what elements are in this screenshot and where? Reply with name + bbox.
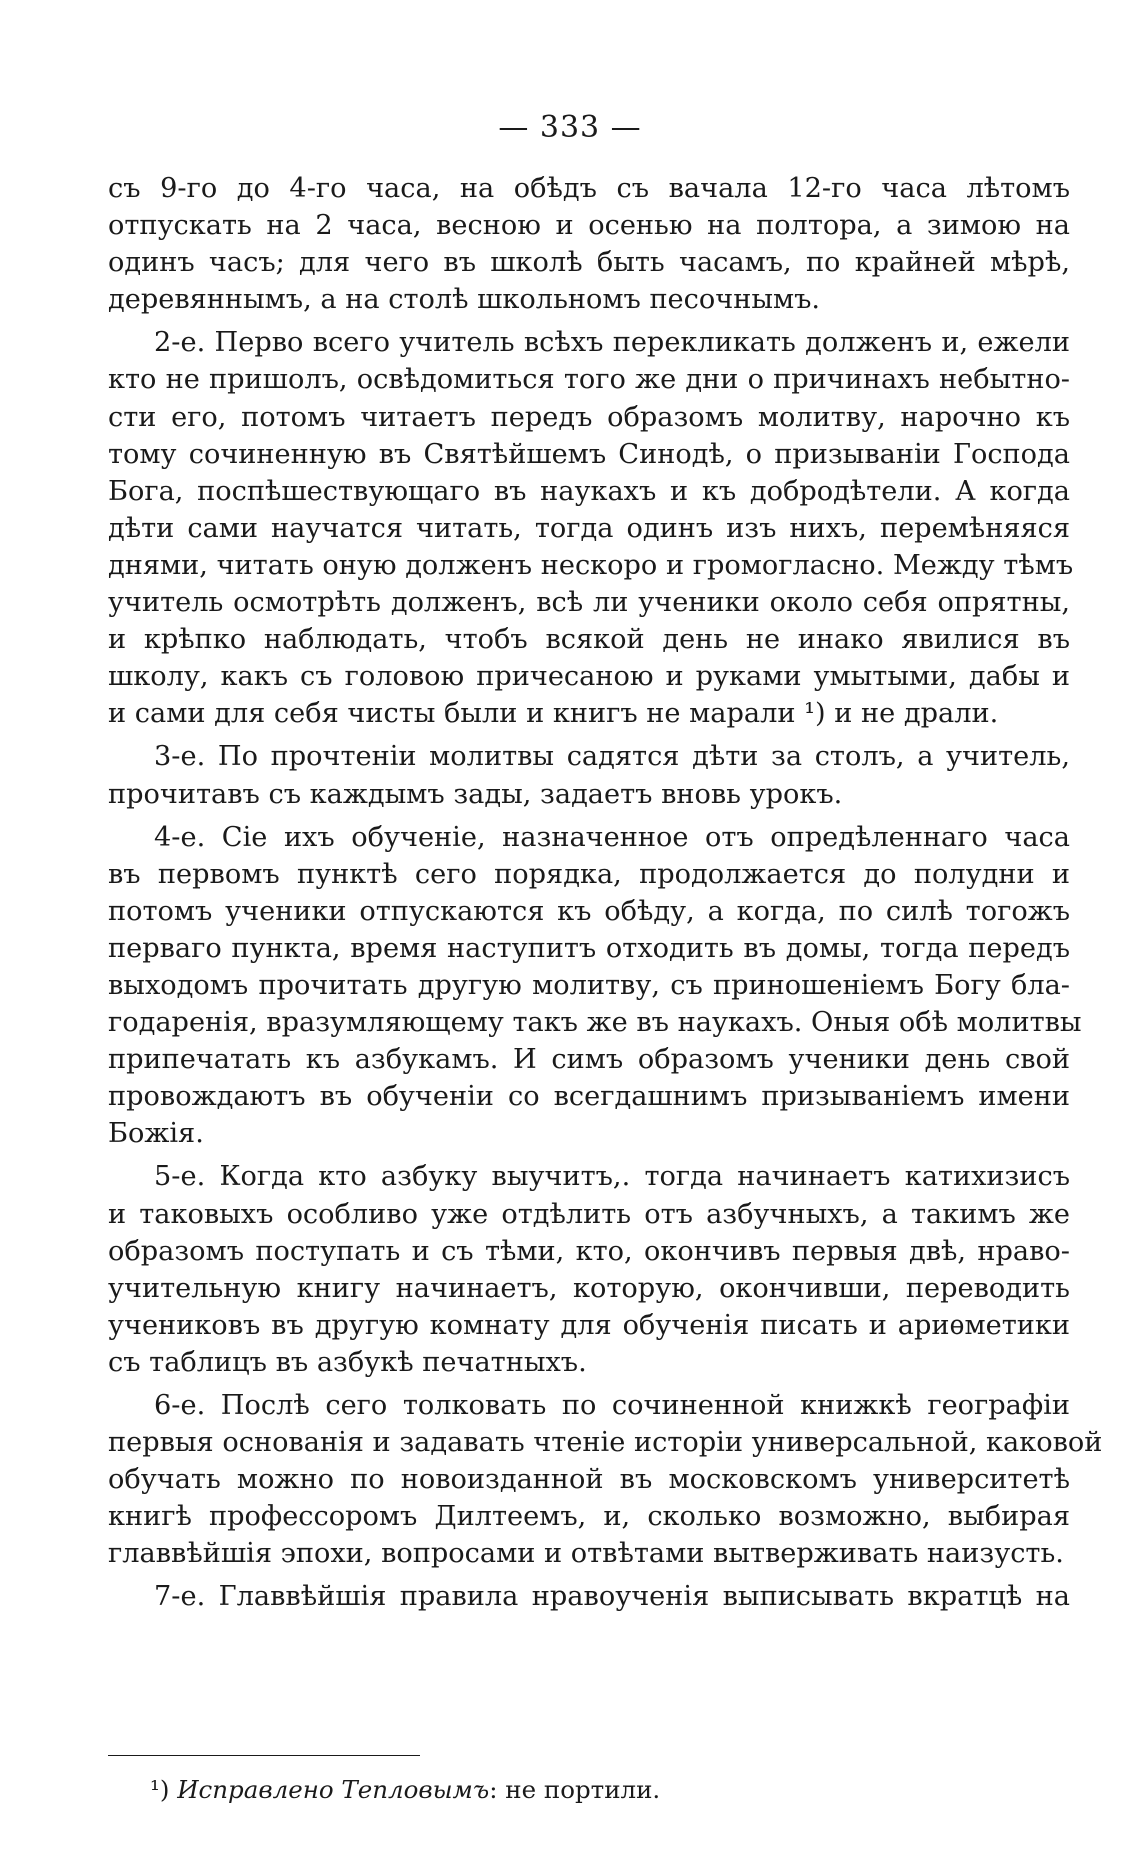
page-number: — 333 — bbox=[498, 110, 642, 145]
footnote bbox=[150, 1775, 1050, 1804]
text-line: припечатать къ азбукамъ. И симъ образомъ ученики день свой bbox=[108, 1044, 1070, 1076]
text-line: учитель осмотрѣть долженъ, всѣ ли ученики около себя опрятны, bbox=[108, 587, 1070, 619]
text-line: учительную книгу начинаетъ, которую, окончивши, переводить bbox=[108, 1272, 1070, 1304]
text-line: 7-е. Главвѣйшія правила нравоученія выписывать вкратцѣ на bbox=[154, 1581, 1070, 1613]
text-line: книгѣ профессоромъ Дилтеемъ, и, сколько возможно, выбирая bbox=[108, 1501, 1070, 1533]
text-line: и крѣпко наблюдать, чтобъ всякой день не инако явилися въ bbox=[108, 624, 1070, 656]
text-line: 2-е. Перво всего учитель всѣхъ перекликать долженъ и, ежели bbox=[154, 327, 1070, 359]
text-line: тому сочиненную въ Святѣйшемъ Синодѣ, о призываніи Господа bbox=[108, 438, 1070, 470]
text-line: образомъ поступать и съ тѣми, кто, окончивъ первыя двѣ, нраво- bbox=[108, 1235, 1070, 1267]
text-line: перваго пункта, время наступитъ отходить въ домы, тогда передъ bbox=[108, 932, 1070, 964]
text-line: деревяннымъ, а на столѣ школьномъ песочнымъ. bbox=[108, 284, 821, 316]
text-line: прочитавъ съ каждымъ зады, задаетъ вновь урокъ. bbox=[108, 778, 843, 810]
footnote-separator: : bbox=[489, 1775, 498, 1804]
text-line: днями, читать оную долженъ нескоро и громогласно. Между тѣмъ bbox=[108, 549, 1074, 581]
text-line: школу, какъ съ головою причесаною и руками умытыми, дабы и bbox=[108, 661, 1070, 693]
footnote-text: не портили. bbox=[505, 1775, 661, 1804]
text-line: 5-е. Когда кто азбуку выучитъ,. тогда начинаетъ катихизисъ bbox=[154, 1161, 1070, 1193]
text-line: потомъ ученики отпускаются къ обѣду, а когда, по силѣ тогожъ bbox=[108, 895, 1070, 927]
footnote-marker: ¹) bbox=[150, 1775, 170, 1804]
text-line: 4-е. Сіе ихъ обученіе, назначенное отъ опредѣленнаго часа bbox=[154, 821, 1070, 853]
text-line: выходомъ прочитать другую молитву, съ приношеніемъ Богу бла- bbox=[108, 969, 1070, 1001]
text-line: одинъ часъ; для чего въ школѣ быть часамъ, по крайней мѣрѣ, bbox=[108, 247, 1070, 279]
text-line: съ 9-го до 4-го часа, на обѣдъ съ вачала 12-го часа лѣтомъ bbox=[108, 173, 1070, 204]
text-line: обучать можно по новоизданной въ московскомъ университетѣ bbox=[108, 1464, 1070, 1496]
text-line: кто не пришолъ, освѣдомиться того же дни о причинахъ небытно- bbox=[108, 364, 1070, 396]
footnote-source: Исправлено Тепловымъ bbox=[177, 1775, 490, 1804]
text-line: Бога, поспѣшествующаго въ наукахъ и къ добродѣтели. А когда bbox=[108, 475, 1070, 507]
text-line: отпускать на 2 часа, весною и осенью на полтора, а зимою на bbox=[108, 210, 1070, 242]
text-line: и таковыхъ особливо уже отдѣлить отъ азбучныхъ, а такимъ же bbox=[108, 1198, 1070, 1230]
text-line: учениковъ въ другую комнату для обученія писать и ариѳметики bbox=[108, 1309, 1070, 1341]
text-line: съ таблицъ въ азбукѣ печатныхъ. bbox=[108, 1346, 587, 1378]
text-line: провождаютъ въ обученіи со всегдашнимъ призываніемъ имени bbox=[108, 1081, 1070, 1113]
text-line: сти его, потомъ читаетъ передъ образомъ молитву, нарочно къ bbox=[108, 401, 1070, 433]
text-line: и сами для себя чисты были и книгъ не марали ¹) и не драли. bbox=[108, 698, 999, 730]
text-line: въ первомъ пунктѣ сего порядка, продолжается до полудни и bbox=[108, 858, 1070, 890]
text-line: дѣти сами научатся читать, тогда одинъ изъ нихъ, перемѣняяся bbox=[108, 512, 1070, 544]
text-line: первыя основанія и задавать чтеніе исторіи универсальной, каковой bbox=[108, 1427, 1103, 1459]
text-line: 3-е. По прочтеніи молитвы садятся дѣти за столъ, а учитель, bbox=[154, 741, 1070, 773]
text-line: Божія. bbox=[108, 1118, 204, 1150]
text-line: 6-е. Послѣ сего толковать по сочиненной книжкѣ географіи bbox=[154, 1390, 1070, 1421]
body-text bbox=[108, 170, 1103, 1616]
text-line: главвѣйшія эпохи, вопросами и отвѣтами вытверживать наизусть. bbox=[108, 1538, 1064, 1570]
footnote-divider bbox=[108, 1755, 420, 1756]
text-line: годаренія, вразумляющему такъ же въ наукахъ. Оныя обѣ молитвы bbox=[108, 1007, 1082, 1039]
